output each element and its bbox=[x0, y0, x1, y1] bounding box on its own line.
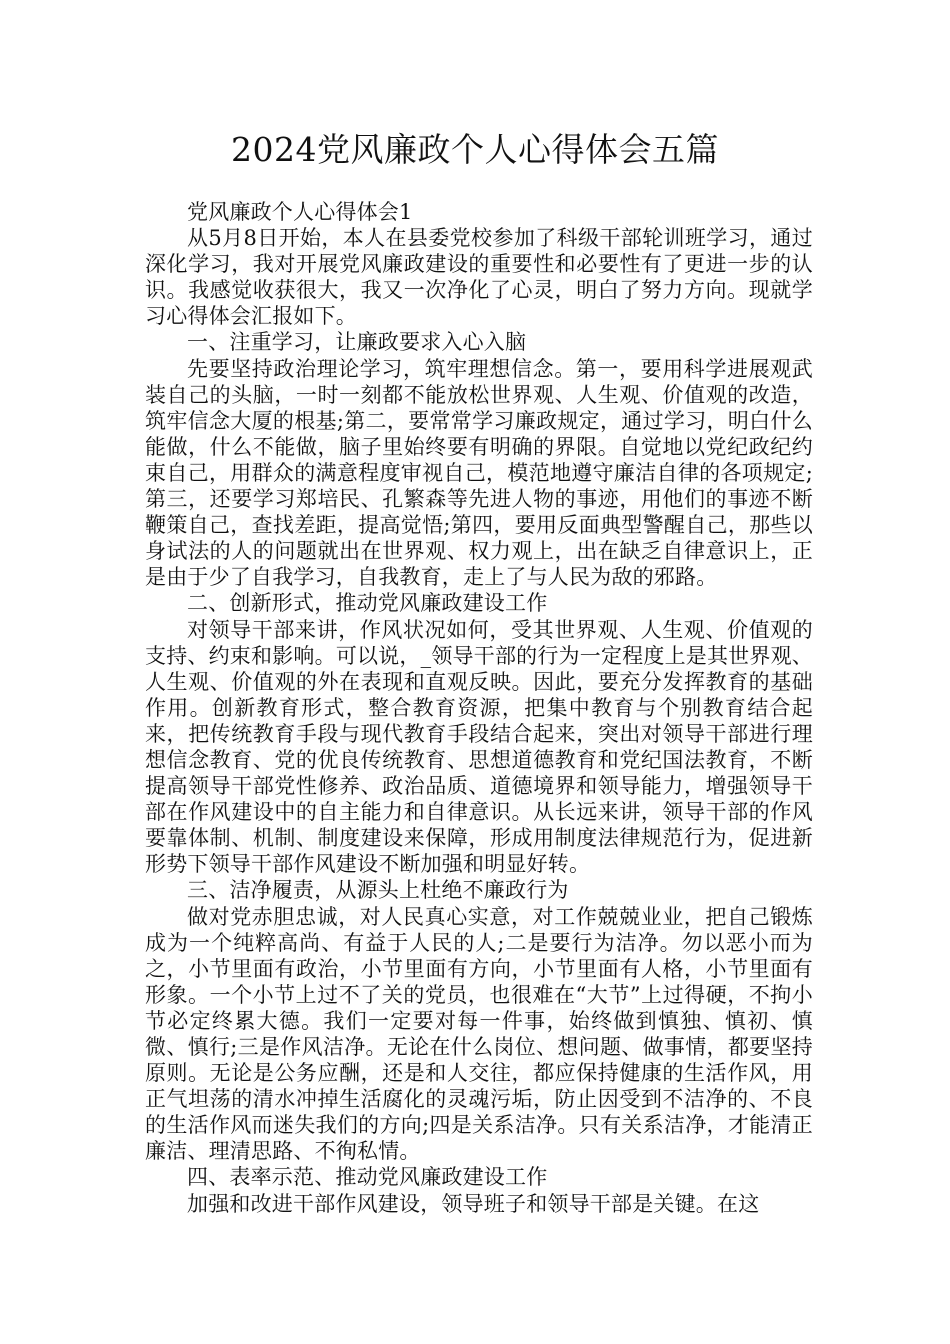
body-paragraph: 做对党赤胆忠诚，对人民真心实意，对工作兢兢业业，把自己锻炼成为一个纯粹高尚、有益于人民的人;二是要行为洁净。勿以恶小而为之，小节里面有政治，小节里面有方向，小节里面有人格，小节里面有形象。一个小节上过不了关的党员，也很难在“大节”上过得硬，不拘小节必定终累大德。我们一定要对每一件事，始终做到慎独、慎初、慎微、慎行;三是作风洁净。无论在什么岗位、想问题、做事情，都要坚持原则。无论是公务应酬，还是和人交往，都应保持健康的生活作风，用正气坦荡的清水冲掉生活腐化的灵魂污垢，防止因受到不洁净的、不良的生活作风而迷失我们的方向;四是关系洁净。只有关系洁净，才能清正廉洁、理清思路、不徇私情。 bbox=[145, 904, 813, 1164]
body-paragraph: 从5月8日开始，本人在县委党校参加了科级干部轮训班学习，通过深化学习，我对开展党风廉政建设的重要性和必要性有了更进一步的认识。我感觉收获很大，我又一次净化了心灵，明白了努力方向。现就学习心得体会汇报如下。 bbox=[145, 226, 813, 329]
section-heading-3: 三、洁净履责，从源头上杜绝不廉政行为 bbox=[187, 878, 569, 903]
document-title: 2024党风廉政个人心得体会五篇 bbox=[231, 130, 719, 169]
body-paragraph: 先要坚持政治理论学习，筑牢理想信念。第一，要用科学进展观武装自己的头脑，一时一刻都不能放松世界观、人生观、价值观的改造，筑牢信念大厦的根基;第二，要常常学习廉政规定，通过学习，明白什么能做，什么不能做，脑子里始终要有明确的界限。自觉地以党纪政纪约束自己，用群众的满意程度审视自己，模范地遵守廉洁自律的各项规定;第三，还要学习郑培民、孔繁森等先进人物的事迹，用他们的事迹不断鞭策自己，查找差距，提高觉悟;第四，要用反面典型警醒自己，那些以身试法的人的问题就出在世界观、权力观上，出在缺乏自律意识上，正是由于少了自我学习，自我教育，走上了与人民为敌的邪路。 bbox=[145, 356, 813, 590]
section-heading-1: 一、注重学习，让廉政要求入心入脑 bbox=[187, 330, 527, 355]
section-heading-essay-1: 党风廉政个人心得体会1 bbox=[187, 200, 413, 224]
document-body bbox=[145, 199, 813, 1217]
section-heading-4: 四、表率示范、推动党风廉政建设工作 bbox=[187, 1165, 548, 1190]
body-paragraph: 对领导干部来讲，作风状况如何，受其世界观、人生观、价值观的支持、约束和影响。可以说，_领导干部的行为一定程度上是其世界观、人生观、价值观的外在表现和直观反映。因此，要充分发挥教育的基础作用。创新教育形式，整合教育资源，把集中教育与个别教育结合起来，把传统教育手段与现代教育手段结合起来，突出对领导干部进行理想信念教育、党的优良传统教育、思想道德教育和党纪国法教育，不断提高领导干部党性修养、政治品质、道德境界和领导能力，增强领导干部在作风建设中的自主能力和自律意识。从长远来讲，领导干部的作风要靠体制、机制、制度建设来保障，形成用制度法律规范行为，促进新形势下领导干部作风建设不断加强和明显好转。 bbox=[145, 617, 813, 877]
body-paragraph: 加强和改进干部作风建设，领导班子和领导干部是关键。在这 bbox=[187, 1191, 760, 1216]
section-heading-2: 二、创新形式，推动党风廉政建设工作 bbox=[187, 591, 548, 616]
